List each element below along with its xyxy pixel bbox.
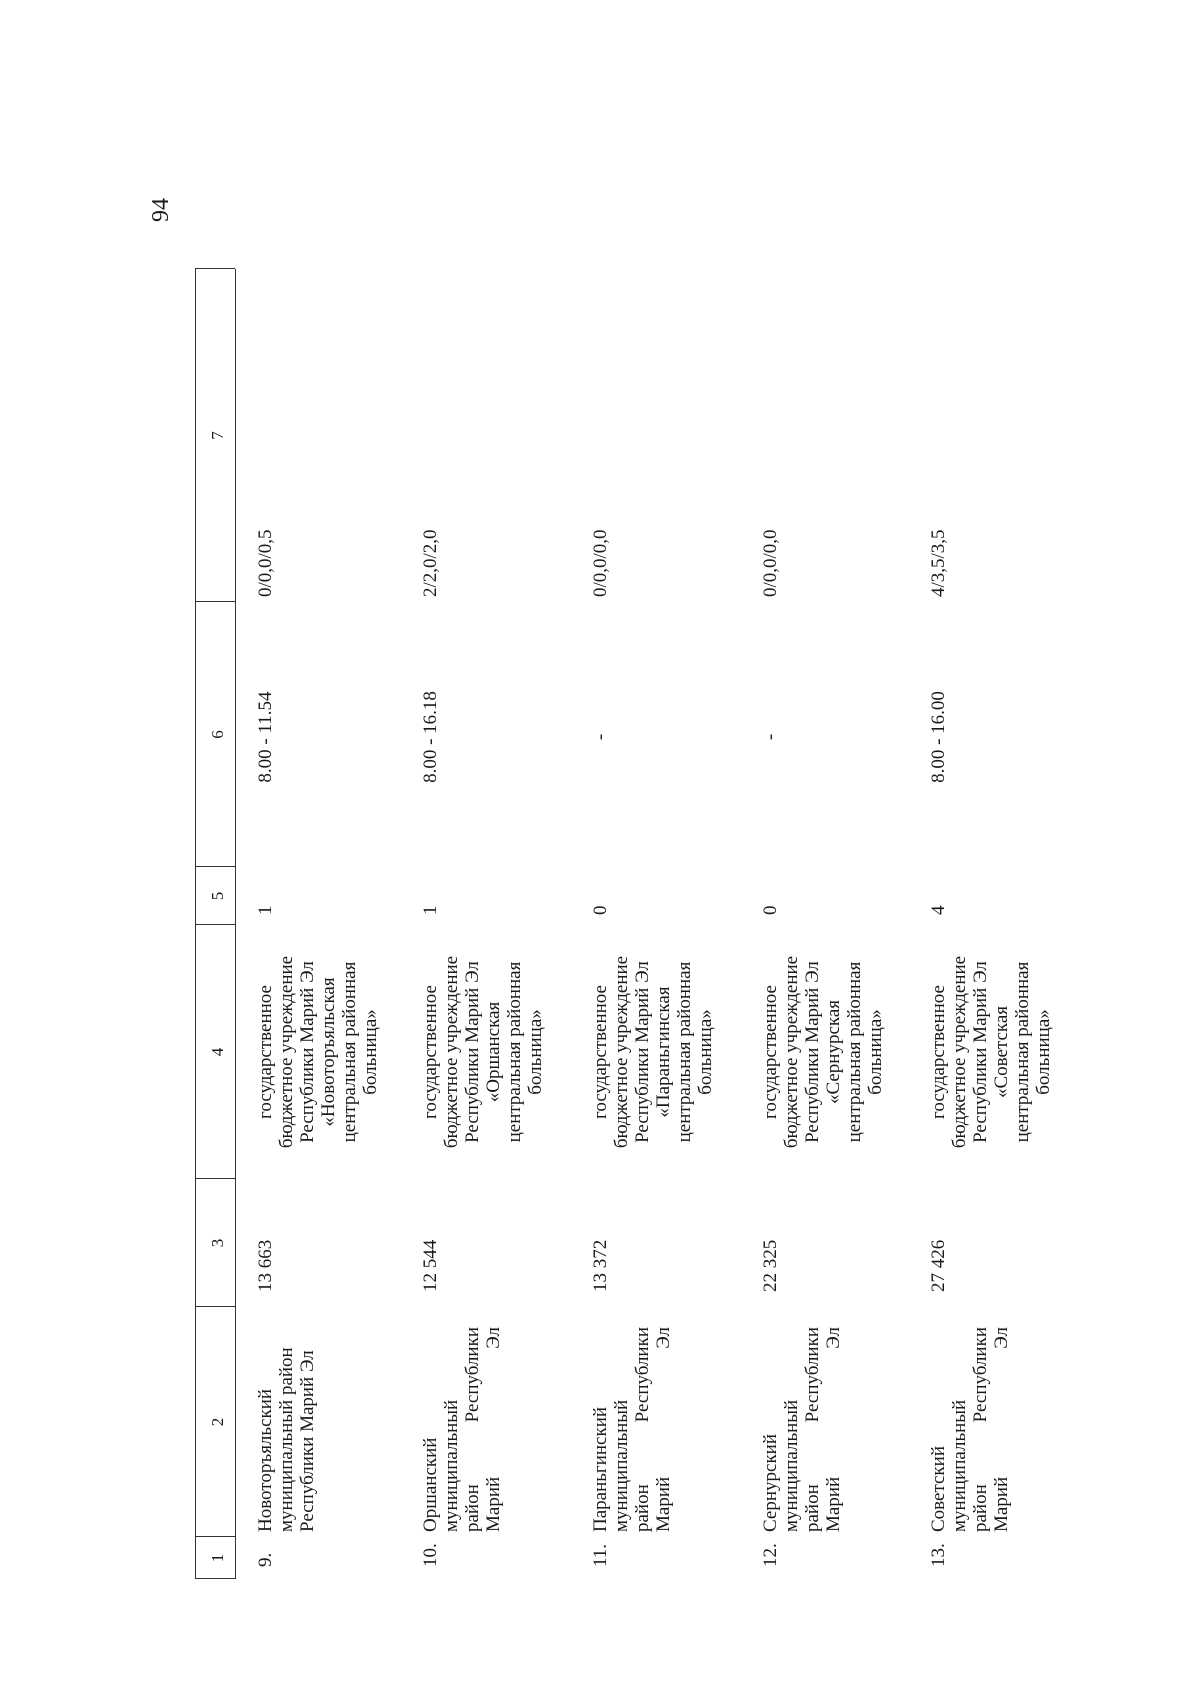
row-index: 12. [760,1543,781,1567]
population: 13 372 [590,1239,611,1292]
column-header: 7 [208,431,227,440]
column-header: 3 [208,1238,227,1248]
page-number: 94 [148,198,174,222]
count: 1 [255,905,276,915]
municipality-name: Новоторъяльский муниципальный район Республики Марий Эл [255,1347,318,1532]
population: 12 544 [420,1239,441,1292]
institution-name: государственное бюджетное учреждение Республики Марий Эл «Параньгинская центральная районная больница» [590,955,716,1149]
institution-name: государственное бюджетное учреждение Республики Марий Эл «Сернурская центральная районная больница» [760,955,886,1149]
row-index: 13. [928,1543,949,1567]
column-header: 5 [208,891,227,901]
row-index: 10. [420,1543,441,1567]
institution-name: государственное бюджетное учреждение Республики Марий Эл «Оршанская центральная районная больница» [420,955,546,1149]
municipality-name: Параньгинский муниципальный район Республики Марий Эл [590,1327,674,1532]
municipality-name: Сернурский муниципальный район Республики Марий Эл [760,1327,844,1532]
row-index: 11. [590,1543,611,1567]
column-header: 4 [208,1047,227,1057]
municipality-name: Советский муниципальный район Республики Марий Эл [928,1327,1012,1532]
working-hours: 8.00 - 16.00 [928,691,949,783]
count: 4 [928,905,949,915]
ratio-values: 0/0,0/0,0 [590,529,611,597]
ratio-values: 0/0,0/0,5 [255,529,276,597]
ratio-values: 4/3,5/3,5 [928,529,949,597]
ratio-values: 0/0,0/0,0 [760,529,781,597]
working-hours: - [590,733,611,741]
count: 0 [590,905,611,915]
institution-name: государственное бюджетное учреждение Республики Марий Эл «Советская центральная районная больница» [928,955,1054,1149]
population: 13 663 [255,1239,276,1292]
working-hours: - [760,733,781,741]
row-index: 9. [255,1552,276,1567]
table-header-rule [235,269,236,1579]
population: 27 426 [928,1239,949,1292]
population: 22 325 [760,1239,781,1292]
column-header: 6 [208,730,227,739]
column-header: 1 [208,1553,227,1563]
ratio-values: 2/2,0/2,0 [420,529,441,597]
institution-name: государственное бюджетное учреждение Республики Марий Эл «Новоторъяльская центральная районная больница» [255,955,381,1149]
working-hours: 8.00 - 16.18 [420,691,441,783]
count: 0 [760,905,781,915]
column-header: 2 [208,1417,227,1427]
working-hours: 8.00 - 11.54 [255,691,276,783]
count: 1 [420,905,441,915]
municipality-name: Оршанский муниципальный район Республики Марий Эл [420,1327,504,1532]
